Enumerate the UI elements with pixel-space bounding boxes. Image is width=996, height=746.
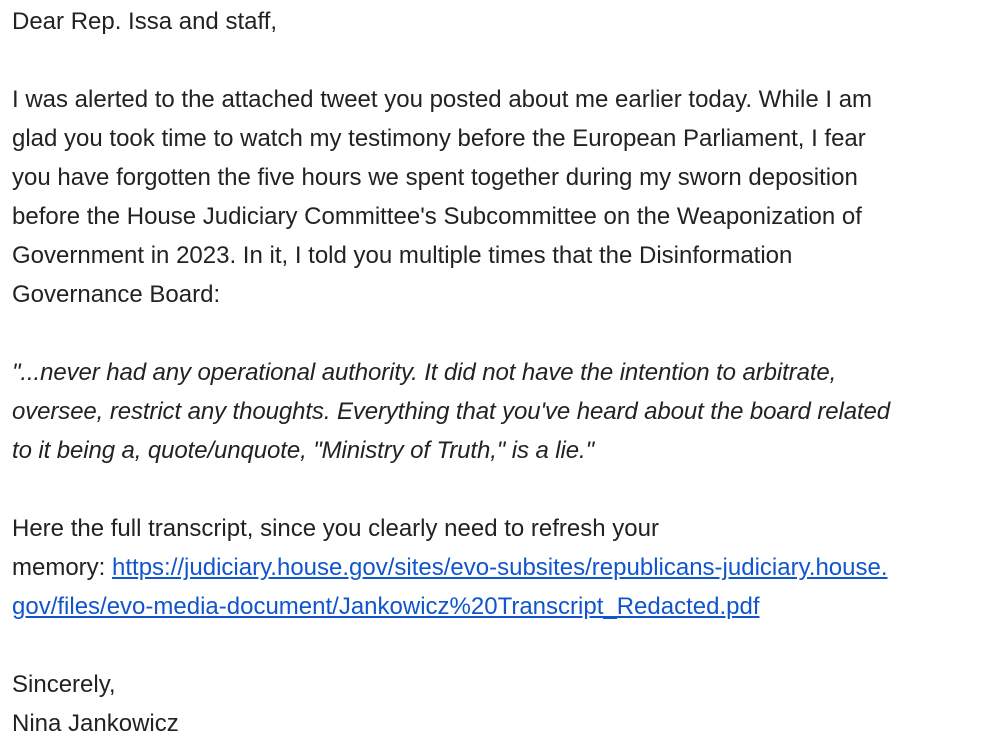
greeting: Dear Rep. Issa and staff, (12, 8, 278, 35)
closing: Sincerely, (12, 671, 116, 698)
quote-line: to it being a, quote/unquote, "Ministry of Truth," is a lie." (12, 437, 594, 464)
signature-name: Nina Jankowicz (12, 710, 179, 737)
transcript-paragraph (12, 509, 996, 626)
body-paragraph (12, 80, 996, 314)
body-line: glad you took time to watch my testimony before the European Parliament, I fear (12, 125, 866, 152)
body-line: Government in 2023. In it, I told you multiple times that the Disinformation (12, 242, 793, 269)
body-line: I was alerted to the attached tweet you posted about me earlier today. While I am (12, 86, 873, 113)
testimony-quote (12, 353, 996, 470)
quote-line: "...never had any operational authority. It did not have the intention to arbitrate, (12, 359, 837, 386)
transcript-link-row-2 (12, 587, 996, 626)
transcript-link-continued[interactable]: gov/files/evo-media-document/Jankowicz%20Transcript_Redacted.pdf (12, 593, 760, 620)
transcript-link[interactable]: https://judiciary.house.gov/sites/evo-subsites/republicans-judiciary.house. (112, 554, 888, 581)
body-line: Governance Board: (12, 281, 221, 308)
quote-line: oversee, restrict any thoughts. Everything that you've heard about the board related (12, 398, 891, 425)
body-line: before the House Judiciary Committee's Subcommittee on the Weaponization of (12, 203, 862, 230)
transcript-intro: Here the full transcript, since you clearly need to refresh your (12, 515, 659, 542)
transcript-link-row (12, 548, 996, 587)
transcript-intro-cont: memory: (12, 554, 113, 581)
body-line: you have forgotten the five hours we spent together during my sworn deposition (12, 164, 858, 191)
